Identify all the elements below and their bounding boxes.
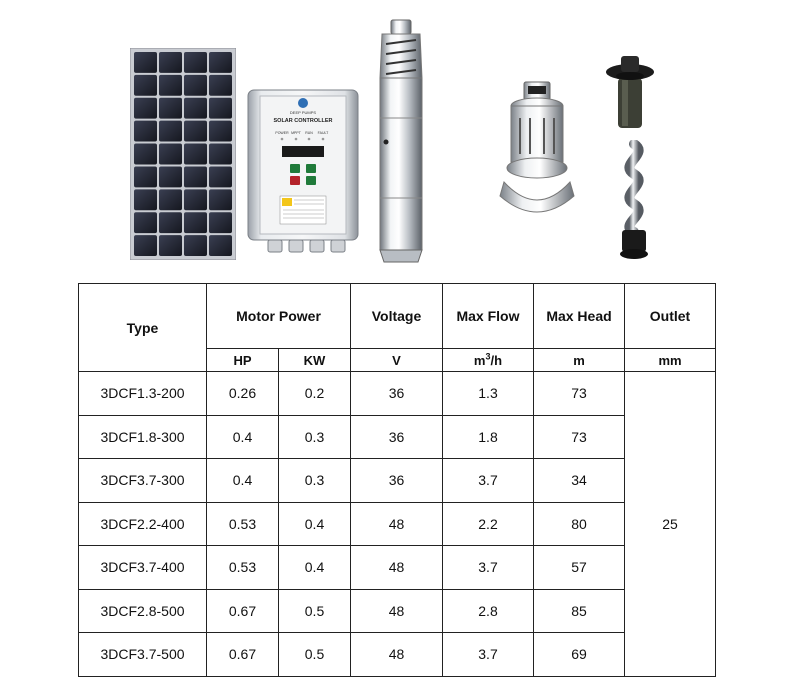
- solar-cell: [184, 235, 207, 256]
- solar-cell: [184, 98, 207, 119]
- pump-spec-table: [78, 283, 716, 677]
- unit-flow: [443, 349, 534, 372]
- cell-voltage: 36: [351, 372, 443, 416]
- cell-type: 3DCF2.8-500: [79, 589, 207, 633]
- cell-hp: 0.26: [207, 372, 279, 416]
- cell-voltage: 48: [351, 589, 443, 633]
- controller-label-mppt: MPPT: [291, 131, 301, 135]
- cell-kw: 0.5: [279, 589, 351, 633]
- cell-flow: 3.7: [443, 633, 534, 677]
- solar-cell: [159, 75, 182, 96]
- solar-cell: [134, 75, 157, 96]
- helical-rotor-image: [612, 140, 656, 262]
- solar-cell: [184, 166, 207, 187]
- unit-flow-rest: /h: [490, 352, 503, 368]
- solar-cell: [134, 121, 157, 142]
- cell-type: 3DCF3.7-400: [79, 546, 207, 590]
- cell-head: 80: [534, 502, 625, 546]
- cell-flow: 2.8: [443, 589, 534, 633]
- solar-cell: [134, 98, 157, 119]
- solar-cell: [159, 52, 182, 73]
- solar-cell: [134, 189, 157, 210]
- cell-head: 69: [534, 633, 625, 677]
- header-max-head: Max Head: [534, 284, 625, 349]
- cell-voltage: 48: [351, 546, 443, 590]
- solar-cell: [184, 189, 207, 210]
- solar-cell: [159, 121, 182, 142]
- cell-type: 3DCF3.7-300: [79, 459, 207, 503]
- cell-voltage: 36: [351, 459, 443, 503]
- solar-panel-image: [130, 48, 236, 260]
- cell-head: 73: [534, 415, 625, 459]
- controller-label-run: RUN: [305, 131, 313, 135]
- cell-outlet: 25: [625, 372, 716, 677]
- cell-head: 85: [534, 589, 625, 633]
- solar-cell: [209, 121, 232, 142]
- solar-cell: [159, 98, 182, 119]
- table-row: [79, 502, 716, 546]
- cell-hp: 0.53: [207, 546, 279, 590]
- solar-cell: [159, 212, 182, 233]
- controller-label-power: POWER: [275, 131, 289, 135]
- solar-cell: [184, 75, 207, 96]
- unit-flow-sup: 3: [485, 351, 491, 362]
- solar-cell: [184, 121, 207, 142]
- solar-cell: [184, 212, 207, 233]
- solar-cell: [209, 52, 232, 73]
- unit-outlet: mm: [625, 349, 716, 372]
- table-row: [79, 415, 716, 459]
- cell-hp: 0.67: [207, 589, 279, 633]
- cell-flow: 3.7: [443, 546, 534, 590]
- unit-kw: KW: [279, 349, 351, 372]
- solar-cell: [159, 166, 182, 187]
- solar-cell: [134, 144, 157, 165]
- header-outlet: Outlet: [625, 284, 716, 349]
- cell-voltage: 48: [351, 502, 443, 546]
- table-row: [79, 372, 716, 416]
- cell-hp: 0.4: [207, 459, 279, 503]
- header-max-flow: Max Flow: [443, 284, 534, 349]
- cell-head: 34: [534, 459, 625, 503]
- solar-cell: [209, 75, 232, 96]
- header-voltage: Voltage: [351, 284, 443, 349]
- solar-cell: [159, 235, 182, 256]
- cell-head: 73: [534, 372, 625, 416]
- cell-kw: 0.4: [279, 502, 351, 546]
- controller-title: SOLAR CONTROLLER: [273, 118, 333, 124]
- unit-voltage: V: [351, 349, 443, 372]
- cell-head: 57: [534, 546, 625, 590]
- solar-cell: [209, 189, 232, 210]
- stator-image: [604, 52, 656, 132]
- solar-cell: [134, 166, 157, 187]
- unit-flow-base: m: [473, 352, 486, 368]
- cell-voltage: 48: [351, 633, 443, 677]
- controller-brand: DEEP PUMPS: [289, 110, 317, 115]
- solar-cell: [184, 144, 207, 165]
- solar-cell: [209, 235, 232, 256]
- pump-head-image: [496, 78, 578, 220]
- cell-type: 3DCF1.3-200: [79, 372, 207, 416]
- cell-flow: 3.7: [443, 459, 534, 503]
- cell-type: 3DCF2.2-400: [79, 502, 207, 546]
- cell-voltage: 36: [351, 415, 443, 459]
- cell-kw: 0.4: [279, 546, 351, 590]
- solar-cell: [159, 144, 182, 165]
- cell-type: 3DCF3.7-500: [79, 633, 207, 677]
- solar-cell: [209, 166, 232, 187]
- solar-cell: [159, 189, 182, 210]
- solar-cell: [209, 212, 232, 233]
- cell-kw: 0.2: [279, 372, 351, 416]
- cell-kw: 0.3: [279, 415, 351, 459]
- solar-cell: [134, 235, 157, 256]
- submersible-pump-image: [372, 18, 430, 264]
- cell-hp: 0.4: [207, 415, 279, 459]
- solar-cell: [209, 98, 232, 119]
- solar-cell: [209, 144, 232, 165]
- table-row: [79, 633, 716, 677]
- cell-flow: 1.8: [443, 415, 534, 459]
- solar-cell: [184, 52, 207, 73]
- cell-flow: 2.2: [443, 502, 534, 546]
- solar-cell: [134, 212, 157, 233]
- unit-hp: HP: [207, 349, 279, 372]
- product-illustrations: [0, 0, 794, 280]
- cell-flow: 1.3: [443, 372, 534, 416]
- cell-hp: 0.67: [207, 633, 279, 677]
- table-row: [79, 589, 716, 633]
- unit-head: m: [534, 349, 625, 372]
- cell-kw: 0.5: [279, 633, 351, 677]
- cell-type: 3DCF1.8-300: [79, 415, 207, 459]
- solar-controller-image: [246, 88, 360, 260]
- controller-label-fault: FAULT: [317, 131, 329, 135]
- table-header-row: [79, 284, 716, 349]
- cell-kw: 0.3: [279, 459, 351, 503]
- solar-cell: [134, 52, 157, 73]
- cell-hp: 0.53: [207, 502, 279, 546]
- table-row: [79, 546, 716, 590]
- table-row: [79, 459, 716, 503]
- header-motor-power: Motor Power: [207, 284, 351, 349]
- header-type: Type: [79, 284, 207, 372]
